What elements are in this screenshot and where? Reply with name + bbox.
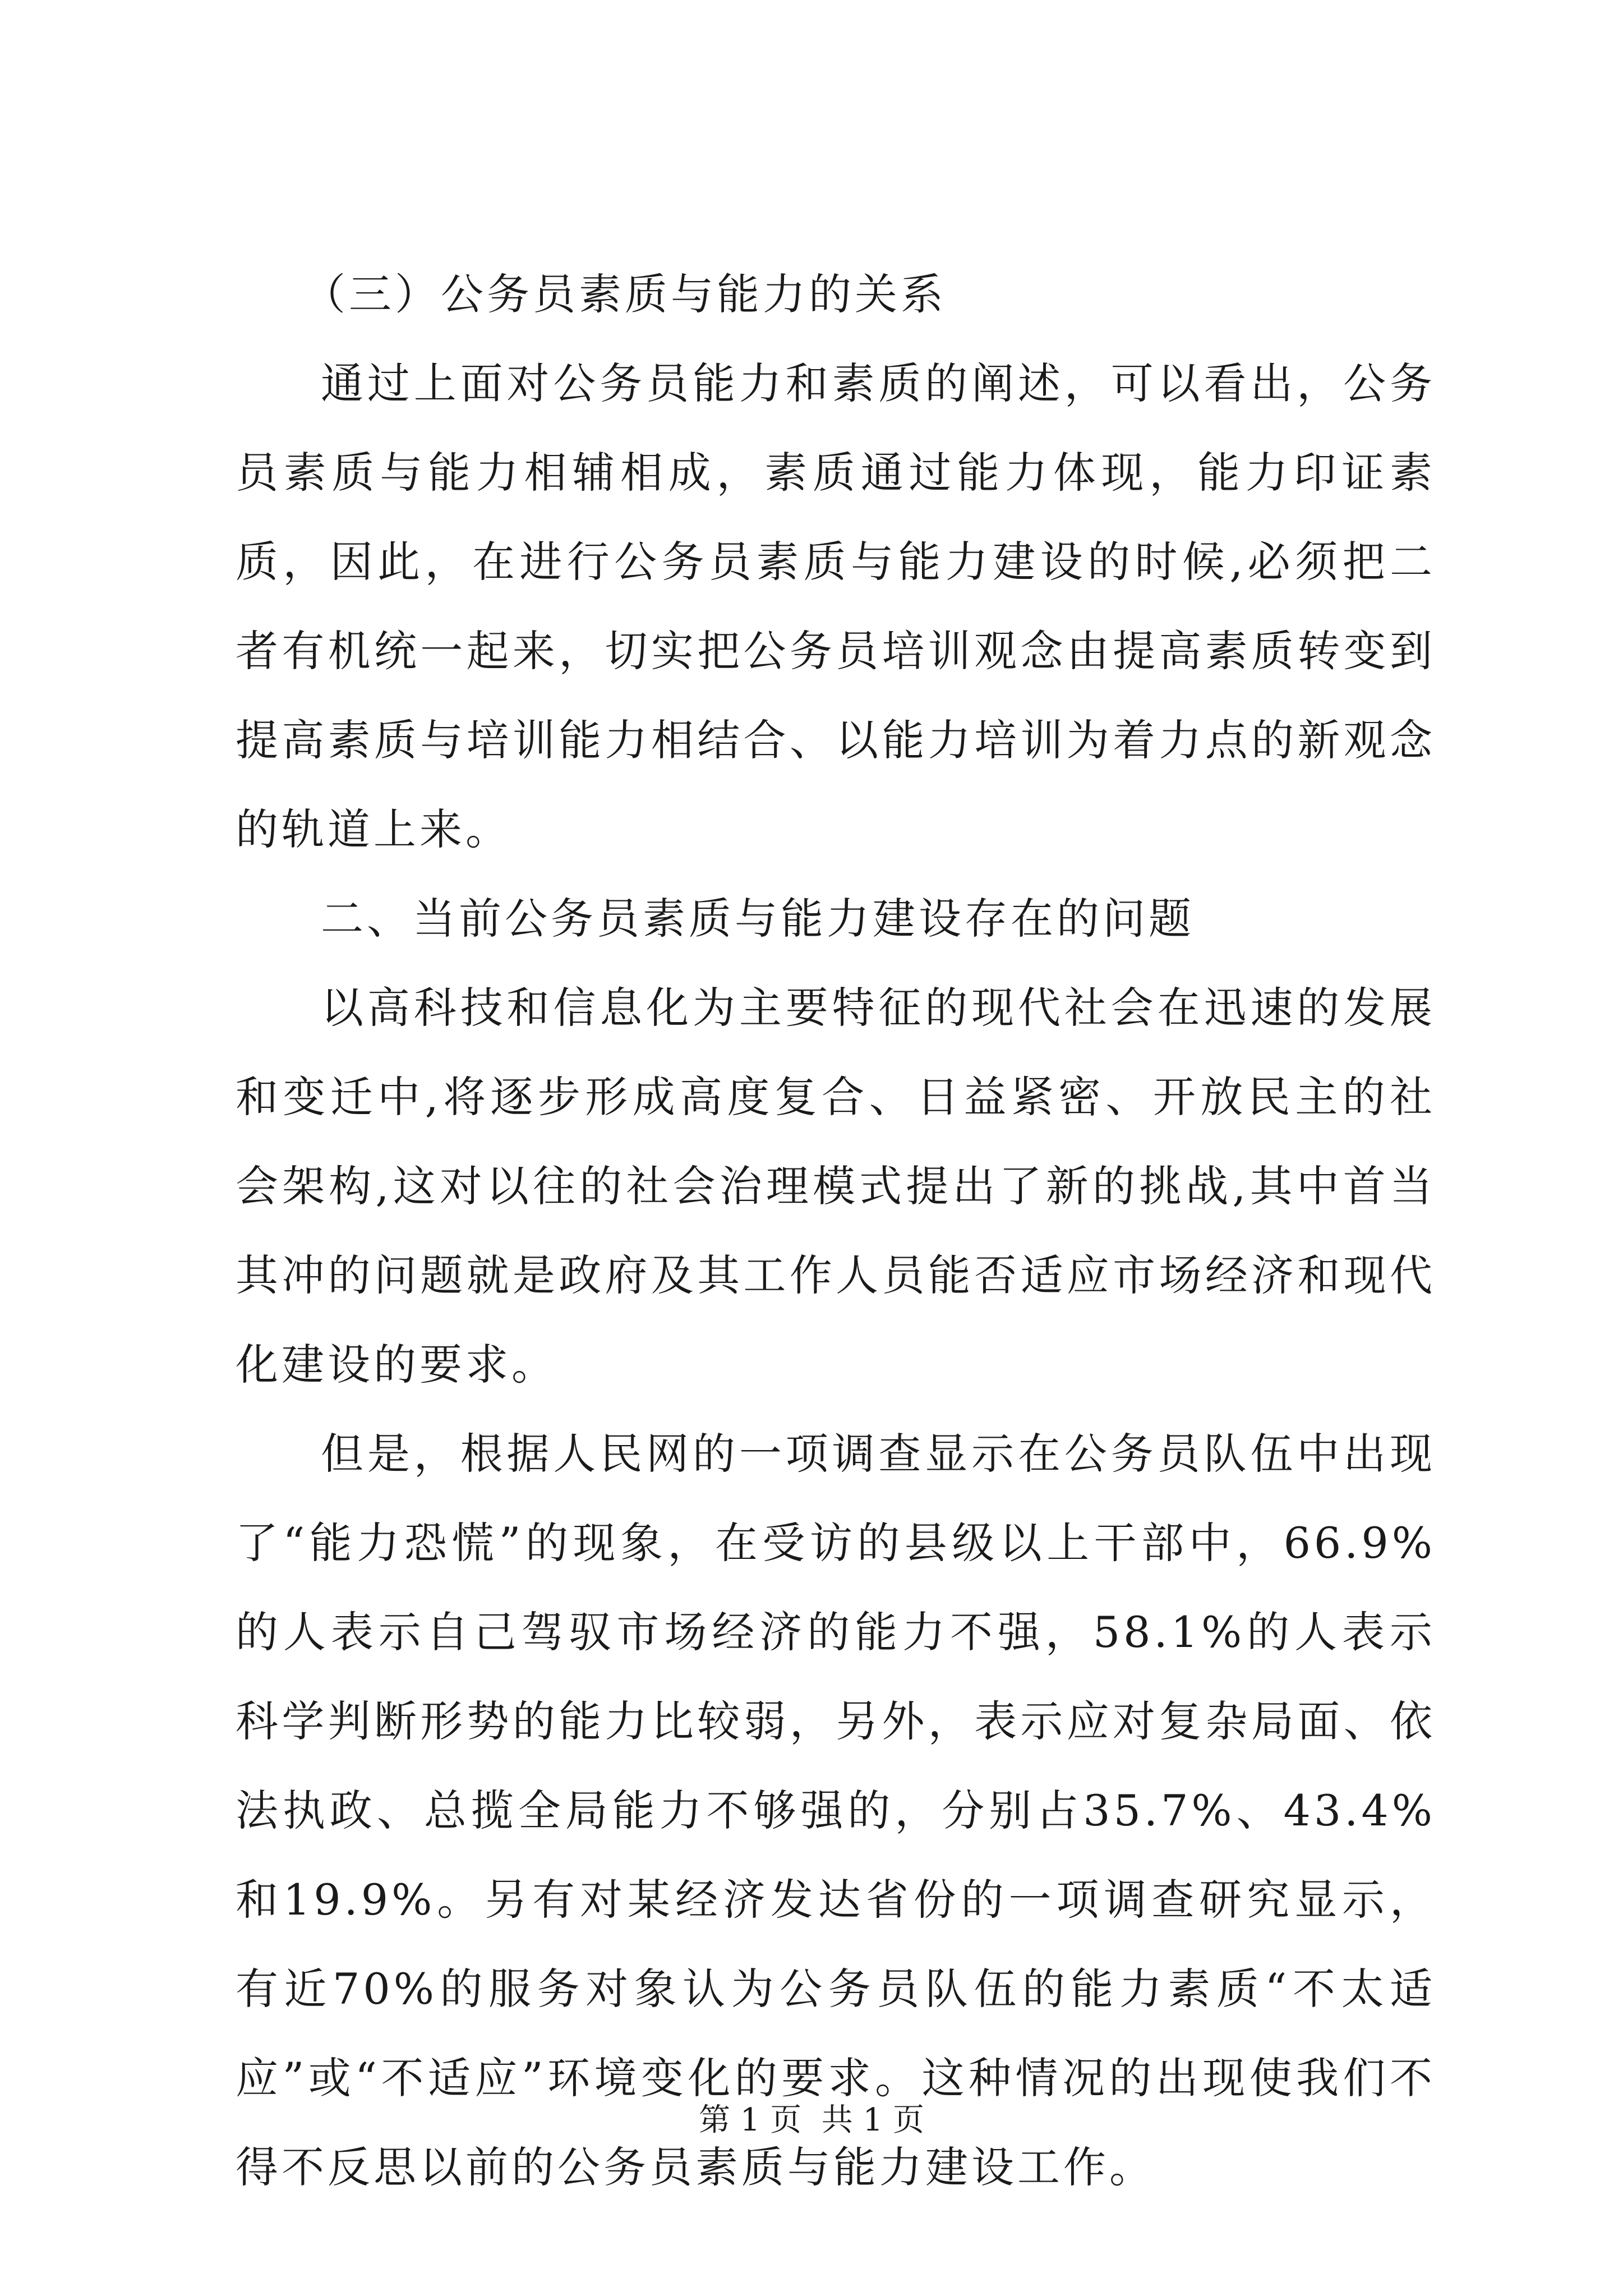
- paragraph-1: 通过上面对公务员能力和素质的阐述，可以看出，公务员素质与能力相辅相成，素质通过能力体现，能力印证素质，因此，在进行公务员素质与能力建设的时候,必须把二者有机统一起来，切实把公务员培训观念由提高素质转变到提高素质与培训能力相结合、以能力培训为着力点的新观念的轨道上来。: [236, 358, 1436, 854]
- paragraph-3: 但是，根据人民网的一项调查显示在公务员队伍中出现了“能力恐慌”的现象，在受访的县级以上干部中，66.9%的人表示自己驾驭市场经济的能力不强，58.1%的人表示科学判断形势的能力比较弱，另外，表示应对复杂局面、依法执政、总揽全局能力不够强的，分别占35.7%、43.4%和19.9%。另有对某经济发达省份的一项调查研究显示，有近70%的服务对象认为公务员队伍的能力素质“不太适应”或“不适应”环境变化的要求。这种情况的出现使我们不得不反思以前的公务员素质与能力建设工作。: [236, 1429, 1436, 2192]
- page-number-label: 第 1 页 共 1 页: [698, 2102, 925, 2138]
- section-heading-2: 二、当前公务员素质与能力建设存在的问题: [321, 894, 1195, 944]
- section-heading-3: （三）公务员素质与能力的关系: [303, 269, 947, 319]
- paragraph-2: 以高科技和信息化为主要特征的现代社会在迅速的发展和变迁中,将逐步形成高度复合、日益紧密、开放民主的社会架构,这对以往的社会治理模式提出了新的挑战,其中首当其冲的问题就是政府及其工作人员能否适应市场经济和现代化建设的要求。: [236, 983, 1436, 1389]
- page-footer: [0, 2101, 1623, 2140]
- document-body: [236, 250, 1436, 2212]
